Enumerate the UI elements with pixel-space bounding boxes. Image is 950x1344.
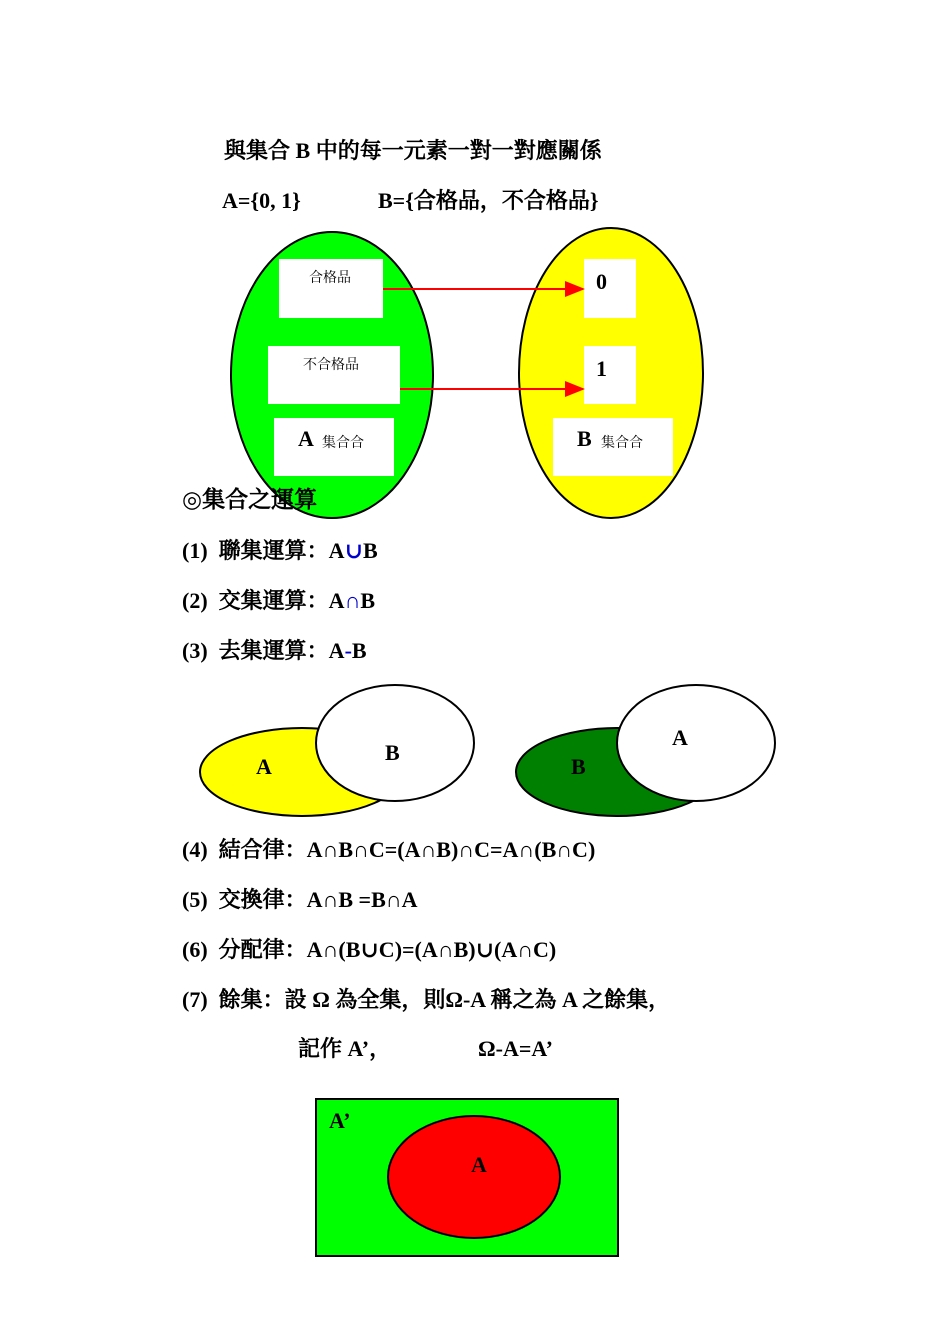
- law-commutative-formula: A∩B =B∩A: [306, 887, 418, 912]
- right-set-letter: B: [577, 426, 592, 451]
- left-box-pass-label: 合格品: [309, 270, 351, 286]
- op-union-num: (1): [182, 538, 208, 563]
- law-distributive-name: 分配律：: [218, 938, 307, 963]
- venn-right-b-label: B: [571, 754, 586, 779]
- complement-inner-label: A: [471, 1152, 487, 1177]
- op-union-post: B: [363, 538, 378, 563]
- complement-t6: A: [561, 987, 577, 1012]
- op-difference-name: 去集運算：: [218, 639, 329, 664]
- law-associative-num: (4): [182, 837, 208, 862]
- left-set-text: 集合合: [322, 435, 364, 451]
- venn-left-a-label: A: [256, 754, 272, 779]
- venn-right-a-label: A: [672, 725, 688, 750]
- complement-line2-a: 記作: [298, 1037, 343, 1062]
- op-union-pre: A: [328, 538, 345, 563]
- complement-t2: Ω: [312, 987, 330, 1012]
- complement-line2-b: A’: [347, 1036, 370, 1061]
- law-commutative-name: 交換律：: [218, 888, 307, 913]
- complement-formula: Ω-A=A’: [478, 1036, 553, 1061]
- op-intersection-num: (2): [182, 588, 208, 613]
- law-commutative-num: (5): [182, 887, 208, 912]
- heading-part3: 中的每一元素一對一對應關係: [315, 139, 602, 164]
- union-symbol: ∪: [344, 538, 363, 563]
- law-associative-formula: A∩B∩C=(A∩B)∩C=A∩(B∩C): [306, 837, 596, 862]
- right-set-text: 集合合: [601, 435, 643, 451]
- complement-num: (7): [182, 987, 208, 1012]
- left-box-fail-label: 不合格品: [303, 357, 359, 373]
- left-set-letter: A: [298, 426, 314, 451]
- complement-t7: 之餘集，: [582, 988, 671, 1013]
- op-intersection-pre: A: [328, 588, 345, 613]
- right-box-one-label: 1: [596, 356, 607, 381]
- intersection-symbol: ∩: [344, 588, 361, 613]
- complement-t4: Ω-A: [445, 987, 485, 1012]
- complement-t1: 設: [284, 988, 307, 1013]
- set-b-suffix: }: [589, 188, 599, 213]
- complement-name: 餘集：: [218, 988, 285, 1013]
- section-title: ◎集合之運算: [182, 487, 318, 513]
- complement-outer-label: A’: [329, 1108, 351, 1133]
- op-difference-post: B: [351, 638, 367, 663]
- op-difference-num: (3): [182, 638, 208, 663]
- difference-symbol: -: [344, 638, 352, 663]
- op-intersection-post: B: [360, 588, 376, 613]
- op-union-name: 聯集運算：: [218, 539, 329, 564]
- set-b-content: 合格品，不合格品: [413, 189, 590, 214]
- venn-left-b-label: B: [385, 740, 400, 765]
- right-box-zero-label: 0: [596, 269, 607, 294]
- complement-t3: 為全集，則: [335, 988, 446, 1013]
- complement-line2-c: ，: [369, 1037, 392, 1062]
- op-intersection-name: 交集運算：: [218, 589, 329, 614]
- heading-part1: 與集合: [224, 139, 291, 164]
- heading-part2: B: [295, 138, 311, 163]
- law-distributive-num: (6): [182, 937, 208, 962]
- set-a-definition: A={0, 1}: [222, 188, 301, 213]
- law-associative-name: 結合律：: [218, 838, 307, 863]
- set-b-prefix: B={: [378, 188, 414, 213]
- op-difference-pre: A: [328, 638, 345, 663]
- law-distributive-formula: A∩(B∪C)=(A∩B)∪(A∩C): [306, 937, 557, 962]
- complement-t5: 稱之為: [490, 988, 557, 1013]
